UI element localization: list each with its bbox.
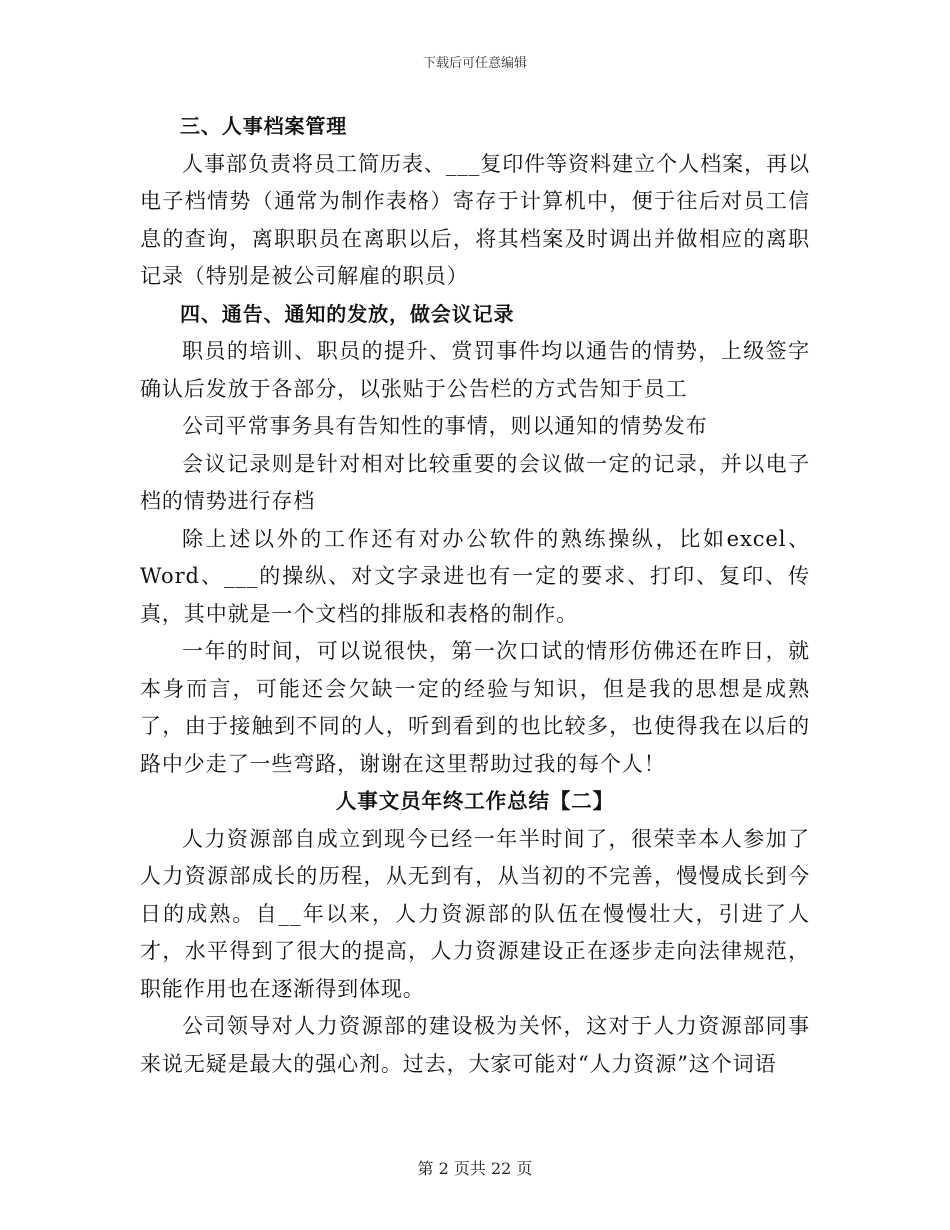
paragraph-notices-2: 公司平常事务具有告知性的事情，则以通知的情势发布 [182,414,708,438]
paragraph-hr-dept-2: 公司领导对人力资源部的建设极为关怀，这对于人力资源部同事来说无疑是最大的强心剂。过去，大家可能对“人力资源”这个词语 [140,1014,810,1076]
section-heading-notices: 四、通告、通知的发放，做会议记录 [180,301,515,326]
paragraph-notices-3: 会议记录则是针对相对比较重要的会议做一定的记录，并以电子档的情势进行存档 [140,451,810,513]
paragraph-notices-1: 职员的培训、职员的提升、赏罚事件均以通告的情势，上级签字确认后发放于各部分，以张贴于公告栏的方式告知于员工 [140,339,810,401]
page-header: 下载后可任意编辑 [422,56,527,71]
document-body [140,108,810,1083]
document-title-part2: 人事文员年终工作总结【二】 [335,789,615,813]
paragraph-hr-dept-1: 人力资源部自成立到现今已经一年半时间了，很荣幸本人参加了人力资源部成长的历程，从无到有，从当初的不完善，慢慢成长到今日的成熟。自__年以来，人力资源部的队伍在慢慢壮大，引进了人才，水平得到了很大的提高，人力资源建设正在逐步走向法律规范，职能作用也在逐渐得到体现。 [140,826,810,1001]
paragraph-office-software: 除上述以外的工作还有对办公软件的熟练操纵，比如excel、Word、___的操纵、对文字录进也有一定的要求、打印、复印、传真，其中就是一个文档的排版和表格的制作。 [140,526,810,626]
paragraph-archive: 人事部负责将员工简历表、___复印件等资料建立个人档案，再以电子档情势（通常为制作表格）寄存于计算机中，便于往后对员工信息的查询，离职职员在离职以后，将其档案及时调出并做相应的离职记录（特别是被公司解雇的职员） [140,151,810,288]
paragraph-closing: 一年的时间，可以说很快，第一次口试的情形仿佛还在昨日，就本身而言，可能还会欠缺一定的经验与知识，但是我的思想是成熟了，由于接触到不同的人，听到看到的也比较多，也使得我在以后的路中少走了一些弯路，谢谢在这里帮助过我的每个人！ [140,639,810,776]
section-heading-archive: 三、人事档案管理 [180,114,348,138]
page-footer: 第 2 页共 22 页 [417,1159,533,1178]
